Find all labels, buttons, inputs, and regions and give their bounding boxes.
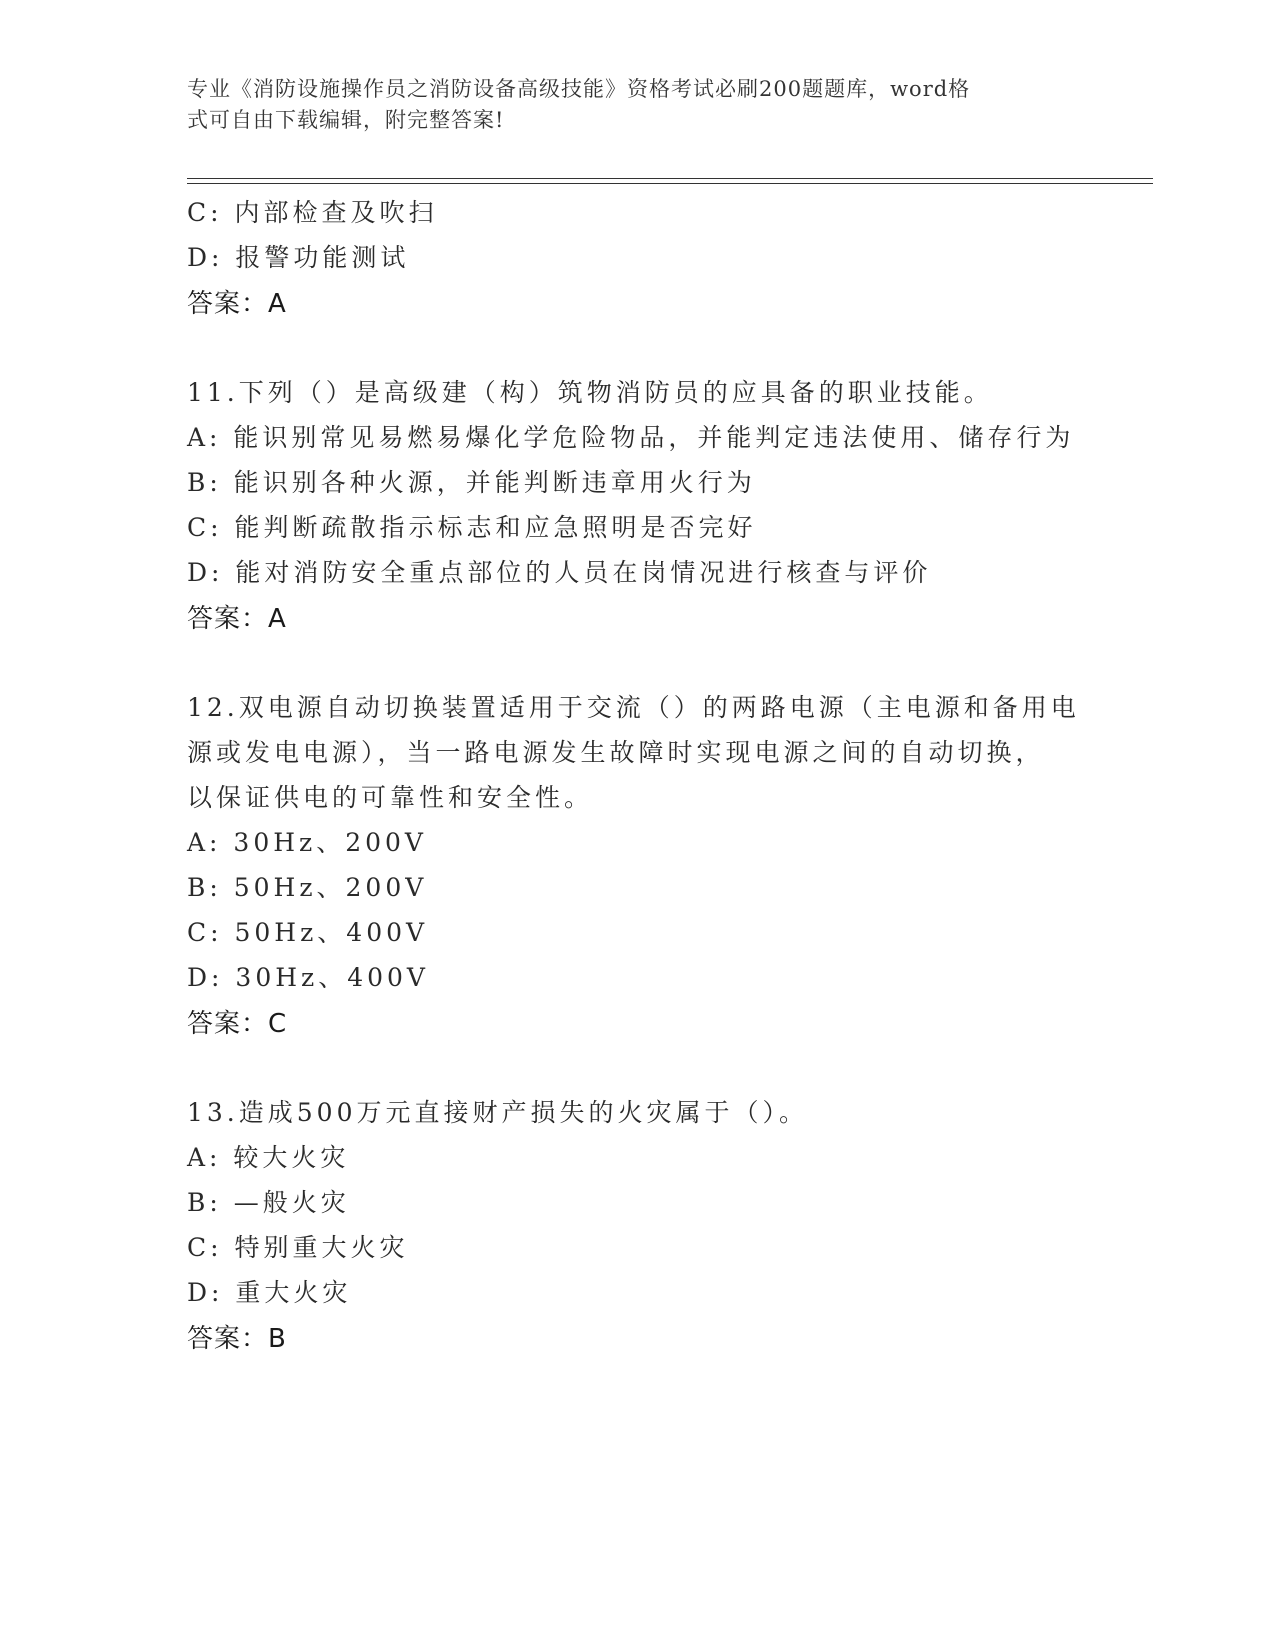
q12-stem-line-1: 12.双电源自动切换装置适用于交流（）的两路电源（主电源和备用电 [187,693,1080,722]
q11-option-b: B: 能识别各种火源，并能判断违章用火行为 [187,468,756,497]
q11-option-d: D: 能对消防安全重点部位的人员在岗情况进行核查与评价 [187,558,932,587]
q13-option-a: A: 较大火灾 [187,1143,350,1172]
q11-option-a: A: 能识别常见易燃易爆化学危险物品，并能判定违法使用、储存行为 [187,423,1075,452]
q13-option-b: B: —般火灾 [187,1188,350,1217]
header-divider-top [187,178,1153,179]
q12-stem-line-3: 以保证供电的可靠性和安全性。 [187,783,594,812]
q11-answer: 答案：A [187,604,287,634]
q12-option-c: C: 50Hz、400V [187,918,429,947]
q13-option-c: C: 特别重大火灾 [187,1233,409,1262]
q11-option-c: C: 能判断疏散指示标志和应急照明是否完好 [187,513,757,542]
header-line-1: 专业《消防设施操作员之消防设备高级技能》资格考试必刷200题题库，word格 [187,77,971,101]
q13-option-d: D: 重大火灾 [187,1278,352,1307]
prev-option-c: C: 内部检查及吹扫 [187,198,438,227]
q13-stem: 13.造成500万元直接财产损失的火灾属于（）。 [187,1098,808,1127]
page-header [187,74,1087,136]
prev-option-d: D: 报警功能测试 [187,243,410,272]
q12-answer: 答案：C [187,1009,288,1039]
header-divider-bottom [187,183,1153,184]
q12-option-a: A: 30Hz、200V [187,828,427,857]
q12-option-d: D: 30Hz、400V [187,963,429,992]
q13-answer: 答案：B [187,1324,287,1354]
header-line-2: 式可自由下载编辑，附完整答案! [187,108,505,132]
q12-stem-line-2: 源或发电电源），当一路电源发生故障时实现电源之间的自动切换， [187,738,1045,767]
q12-option-b: B: 50Hz、200V [187,873,428,902]
prev-answer: 答案：A [187,289,287,319]
q11-stem: 11.下列（）是高级建（构）筑物消防员的应具备的职业技能。 [187,378,993,407]
